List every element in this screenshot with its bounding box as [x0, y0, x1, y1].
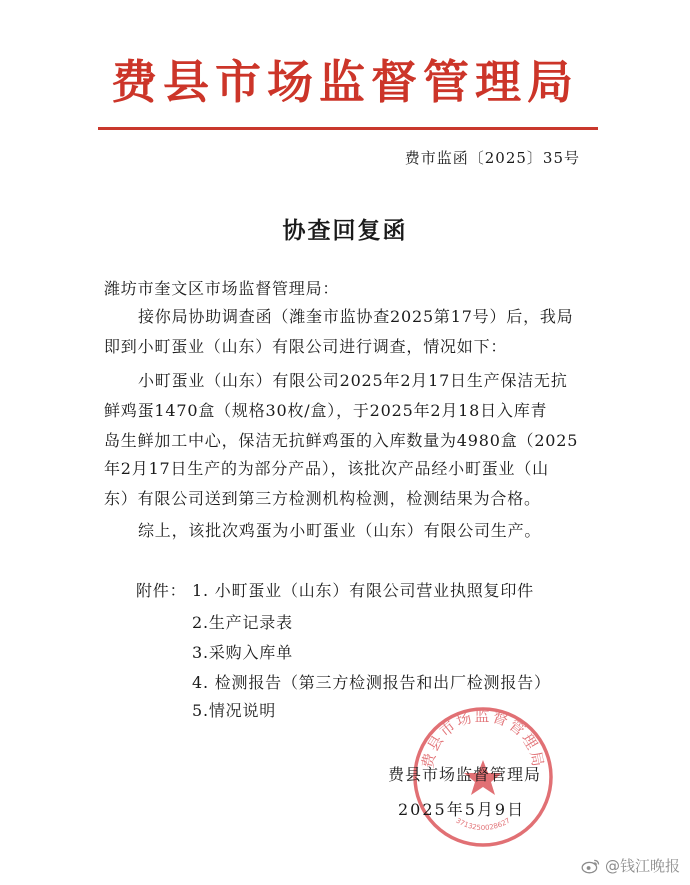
attachment-item: 1. 小町蛋业（山东）有限公司营业执照复印件: [192, 581, 534, 600]
document-number: 费市监函〔2025〕35号: [404, 149, 580, 167]
watermark-text: @钱江晚报: [604, 857, 680, 875]
issuer-name: 费县市场监督管理局: [388, 765, 542, 784]
body-paragraph-2-line-2: 鲜鸡蛋1470盒（规格30枚/盒），于2025年2月18日入库青: [104, 401, 548, 420]
source-watermark: [581, 855, 680, 876]
document-title: 协查回复函: [282, 217, 408, 244]
attachment-item: 2.生产记录表: [192, 613, 293, 632]
body-paragraph-1-line-2: 即到小町蛋业（山东）有限公司进行调查，情况如下：: [104, 337, 508, 356]
seal-text: 费县市场监督管理局: [418, 706, 548, 770]
body-paragraph-2-line-4: 年2月17日生产的为部分产品），该批次产品经小町蛋业（山: [104, 459, 549, 478]
body-paragraph-3: 综上，该批次鸡蛋为小町蛋业（山东）有限公司生产。: [138, 521, 542, 540]
body-paragraph-2-line-1: 小町蛋业（山东）有限公司2025年2月17日生产保洁无抗: [138, 371, 568, 390]
issue-date: 2025年5月9日: [398, 800, 526, 819]
recipient-line: 潍坊市奎文区市场监督管理局：: [104, 279, 340, 298]
body-paragraph-1-line-1: 接你局协助调查函（潍奎市监协查2025第17号）后，我局: [138, 307, 574, 326]
attachments-label: 附件：: [136, 581, 187, 600]
attachment-item: 4. 检测报告（第三方检测报告和出厂检测报告）: [192, 673, 551, 692]
body-paragraph-2-line-3: 岛生鲜加工中心，保洁无抗鲜鸡蛋的入库数量为4980盒（2025: [104, 431, 579, 450]
attachment-item: 3.采购入库单: [192, 643, 293, 662]
body-paragraph-2-line-5: 东）有限公司送到第三方检测机构检测，检测结果为合格。: [104, 489, 541, 508]
weibo-icon: [581, 858, 601, 874]
seal-number: 3713250028627: [454, 816, 512, 832]
agency-header-title: 费县市场监督管理局: [111, 55, 579, 109]
attachment-item: 5.情况说明: [192, 701, 277, 720]
header-red-rule: [98, 127, 598, 130]
